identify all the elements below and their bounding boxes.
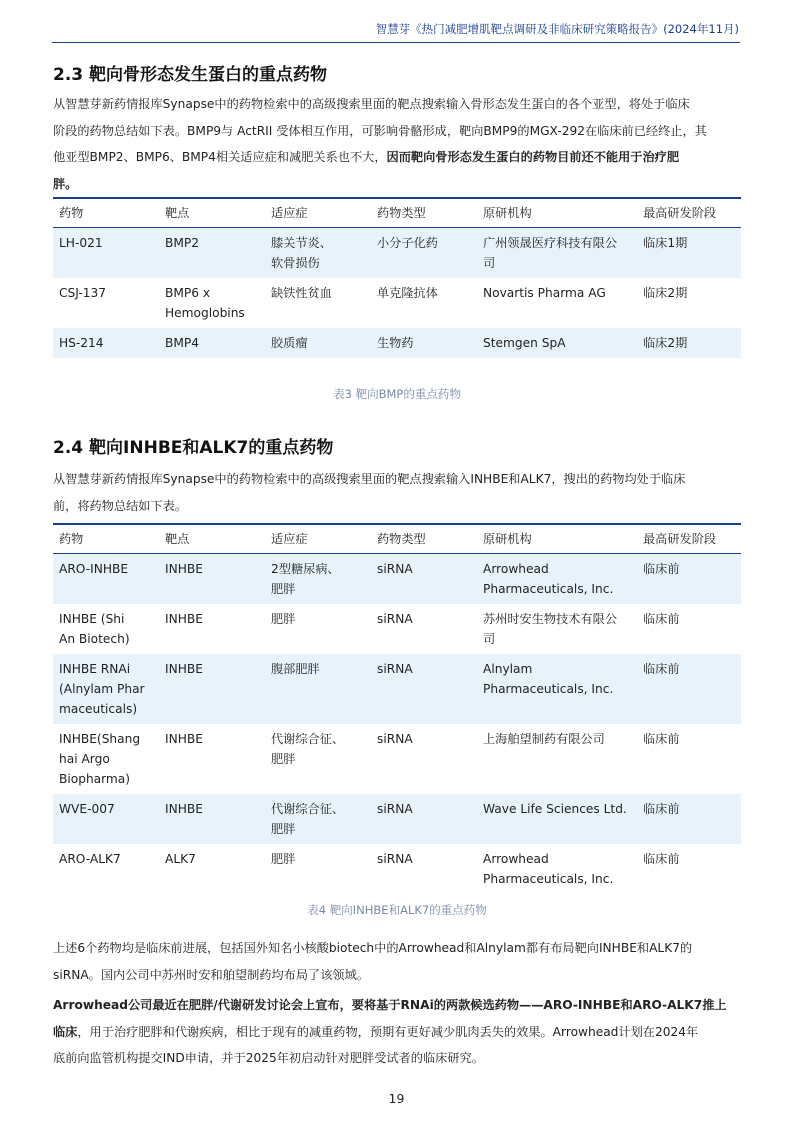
table-cell: 膝关节炎、 软骨损伤 [271, 235, 332, 270]
section-2-4-paragraph [53, 466, 741, 519]
summary-paragraph [53, 935, 741, 988]
column-header: 药物类型 [371, 524, 477, 553]
para-line [53, 992, 741, 1019]
table-cell: 2型糖尿病、 肥胖 [271, 561, 340, 596]
para-line: 阶段的药物总结如下表。BMP9与 ActRII 受体相互作用，可影响骨骼形成，靶向BMP9的MGX-292在临床前已经终止，其 [53, 123, 707, 138]
table-cell: siRNA [377, 801, 413, 816]
arrowhead-paragraph [53, 992, 741, 1072]
section-title-2-3: 2.3 靶向骨形态发生蛋白的重点药物 [53, 65, 328, 85]
table-cell: 代谢综合征、 肥胖 [271, 801, 345, 836]
table-cell: HS-214 [59, 335, 104, 350]
table-cell: 广州领晟医疗科技有限公 司 [483, 235, 618, 270]
column-header: 最高研发阶段 [637, 524, 741, 553]
column-header: 药物类型 [371, 198, 477, 227]
table-cell: Arrowhead Pharmaceuticals, Inc. [483, 561, 614, 596]
inhbe-alk7-drug-table [53, 523, 741, 894]
table-cell: ARO-INHBE [59, 561, 129, 576]
column-header: 靶点 [159, 198, 265, 227]
para-bold-text: 因而靶向骨形态发生蛋白的药物目前还不能用于治疗肥 [386, 150, 680, 164]
table-cell: 肥胖 [271, 611, 296, 626]
bmp-drug-table [53, 197, 741, 358]
table-row [53, 844, 741, 894]
table-row [53, 604, 741, 654]
table-cell: 单克隆抗体 [377, 285, 438, 300]
table-cell: Wave Life Sciences Ltd. [483, 801, 627, 816]
table-cell: 代谢综合征、 肥胖 [271, 731, 345, 766]
table-cell: INHBE [165, 801, 203, 816]
table-cell: 生物药 [377, 335, 414, 350]
table-cell: ARO-ALK7 [59, 851, 121, 866]
table-row [53, 328, 741, 358]
column-header: 最高研发阶段 [637, 198, 741, 227]
para-line: 从智慧芽新药情报库Synapse中的药物检索中的高级搜索里面的靶点搜索输入INHBE和ALK7，搜出的药物均处于临床 [53, 472, 686, 486]
para-line: 上述6个药物均是临床前进展，包括国外知名小核酸biotech中的Arrowhead和Alnylam都有布局靶向INHBE和ALK7的 [53, 941, 693, 955]
para-text: ，用于治疗肥胖和代谢疾病，相比于现有的减重药物，预期有更好减少肌肉丢失的效果。Arrowhead计划在2024年 [77, 1024, 699, 1039]
section-2-3-paragraph [53, 91, 741, 197]
table-cell: INHBE [165, 611, 203, 626]
para-line: 前，将药物总结如下表。 [53, 498, 188, 513]
column-header: 原研机构 [477, 198, 637, 227]
para-line [53, 171, 741, 198]
table-caption-4: 表4 靶向INHBE和ALK7的重点药物 [307, 903, 487, 917]
para-line [53, 1019, 741, 1046]
table-cell: BMP6 x Hemoglobins [165, 285, 245, 320]
table-row [53, 278, 741, 328]
table-cell: 缺铁性贫血 [271, 285, 332, 300]
para-bold-text: 胖。 [53, 176, 78, 191]
table-cell: 临床前 [643, 731, 680, 746]
column-header: 原研机构 [477, 524, 637, 553]
para-line: 从智慧芽新药情报库Synapse中的药物检索中的高级搜索里面的靶点搜索输入骨形态发生蛋白的各个亚型，将处于临床 [53, 97, 690, 111]
table-cell: 肥胖 [271, 851, 296, 866]
table-cell: 临床2期 [643, 335, 688, 350]
table-cell: 苏州时安生物技术有限公 司 [483, 611, 618, 646]
column-header: 适应症 [265, 198, 371, 227]
table-header-row [53, 198, 741, 227]
table-cell: CSJ-137 [59, 285, 107, 300]
header-divider [52, 42, 740, 43]
table-cell: 小分子化药 [377, 235, 438, 250]
table-cell: INHBE [165, 731, 203, 746]
table-cell: siRNA [377, 731, 413, 746]
table-cell: ALK7 [165, 851, 196, 866]
column-header: 靶点 [159, 524, 265, 553]
table-cell: INHBE RNAi (Alnylam Phar maceuticals) [59, 661, 145, 716]
table-cell: 临床2期 [643, 285, 688, 300]
table-cell: 上海舶望制药有限公司 [483, 731, 605, 746]
column-header: 适应症 [265, 524, 371, 553]
table-cell: BMP4 [165, 335, 199, 350]
page-number: 19 [388, 1091, 405, 1106]
table-cell: BMP2 [165, 235, 199, 250]
table-cell: siRNA [377, 561, 413, 576]
table-row [53, 227, 741, 278]
table-header-row [53, 524, 741, 553]
running-header: 智慧芽《热门减肥增肌靶点调研及非临床研究策略报告》(2024年11月) [375, 22, 739, 36]
table-cell: 临床前 [643, 611, 680, 626]
table-cell: INHBE(Shang hai Argo Biopharma) [59, 731, 141, 786]
table-row [53, 724, 741, 794]
table-cell: Alnylam Pharmaceuticals, Inc. [483, 661, 614, 696]
column-header: 药物 [53, 524, 159, 553]
para-bold-text: Arrowhead公司最近在肥胖/代谢研发讨论会上宣布，要将基于RNAi的两款候选药物——ARO-INHBE和ARO-ALK7推上 [53, 998, 727, 1012]
para-line [53, 144, 741, 171]
table-cell: WVE-007 [59, 801, 115, 816]
table-cell: Novartis Pharma AG [483, 285, 606, 300]
table-cell: LH-021 [59, 235, 103, 250]
table-row [53, 794, 741, 844]
section-title-2-4: 2.4 靶向INHBE和ALK7的重点药物 [53, 438, 334, 458]
table-cell: 临床前 [643, 661, 680, 676]
column-header: 药物 [53, 198, 159, 227]
table-cell: siRNA [377, 611, 413, 626]
para-line: 底前向监管机构提交IND申请，并于2025年初启动针对肥胖受试者的临床研究。 [53, 1051, 484, 1065]
para-line: siRNA。国内公司中苏州时安和舶望制药均布局了该领域。 [53, 967, 369, 982]
table-cell: 腹部肥胖 [271, 661, 320, 676]
table-row [53, 553, 741, 604]
para-bold-text: 临床 [53, 1024, 78, 1039]
table-cell: Stemgen SpA [483, 335, 566, 350]
table-cell: 临床1期 [643, 235, 688, 250]
table-cell: Arrowhead Pharmaceuticals, Inc. [483, 851, 614, 886]
table-cell: 临床前 [643, 801, 680, 816]
table-cell: INHBE [165, 561, 203, 576]
para-text: 他亚型BMP2、BMP6、BMP4相关适应症和减肥关系也不大， [53, 150, 387, 164]
table-cell: siRNA [377, 851, 413, 866]
table-cell: INHBE (Shi An Biotech) [59, 611, 130, 646]
table-cell: 临床前 [643, 561, 680, 576]
table-cell: 临床前 [643, 851, 680, 866]
table-row [53, 654, 741, 724]
table-cell: INHBE [165, 661, 203, 676]
table-cell: siRNA [377, 661, 413, 676]
table-caption-3: 表3 靶向BMP的重点药物 [333, 387, 461, 401]
table-cell: 胶质瘤 [271, 335, 308, 350]
